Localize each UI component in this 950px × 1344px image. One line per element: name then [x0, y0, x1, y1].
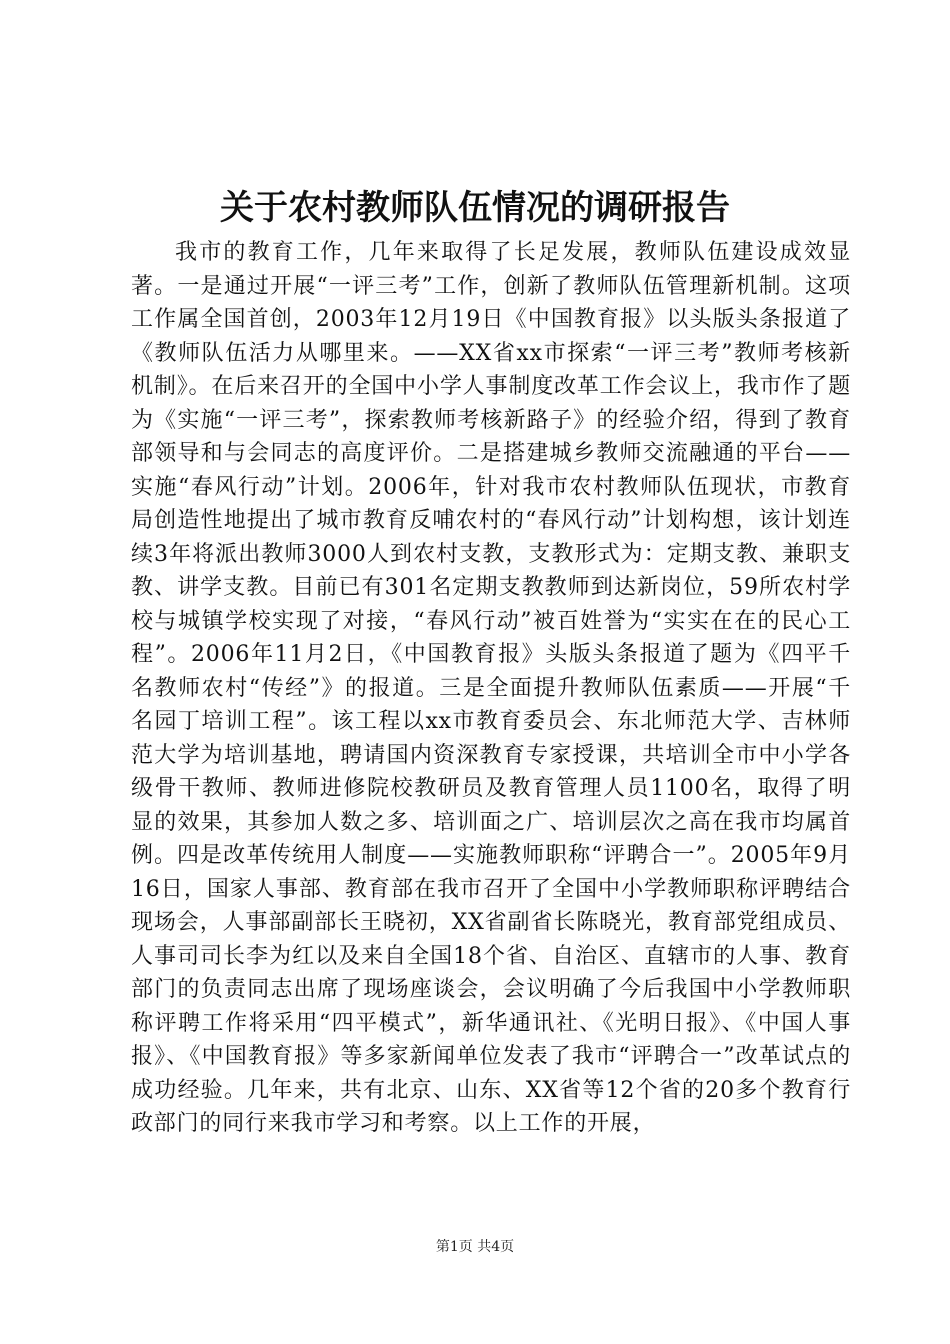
body-paragraph: 我市的教育工作，几年来取得了长足发展，教师队伍建设成效显著。一是通过开展“一评三考”工作，创新了教师队伍管理新机制。这项工作属全国首创，2003年12月19日《中国教育报》以头版头条报道了《教师队伍活力从哪里来。——XX省xx市探索“一评三考”教师考核新机制》。在后来召开的全国中小学人事制度改革工作会议上，我市作了题为《实施“一评三考”，探索教师考核新路子》的经验介绍，得到了教育部领导和与会同志的高度评价。二是搭建城乡教师交流融通的平台——实施“春风行动”计划。2006年，针对我市农村教师队伍现状，市教育局创造性地提出了城市教育反哺农村的“春风行动”计划构想，该计划连续3年将派出教师3000人到农村支教，支教形式为：定期支教、兼职支教、讲学支教。目前已有301名定期支教教师到达新岗位，59所农村学校与城镇学校实现了对接，“春风行动”被百姓誉为“实实在在的民心工程”。2006年11月2日，《中国教育报》头版头条报道了题为《四平千名教师农村“传经”》的报道。三是全面提升教师队伍素质——开展“千名园丁培训工程”。该工程以xx市教育委员会、东北师范大学、吉林师范大学为培训基地，聘请国内资深教育专家授课，共培训全市中小学各级骨干教师、教师进修院校教研员及教育管理人员1100名，取得了明显的效果，其参加人数之多、培训面之广、培训层次之高在我市均属首例。四是改革传统用人制度——实施教师职称“评聘合一”。2005年9月16日，国家人事部、教育部在我市召开了全国中小学教师职称评聘结合现场会，人事部副部长王晓初，XX省副省长陈晓光，教育部党组成员、人事司司长李为红以及来自全国18个省、自治区、直辖市的人事、教育部门的负责同志出席了现场座谈会，会议明确了今后我国中小学教师职称评聘工作将采用“四平模式”，新华通讯社、《光明日报》、《中国人事报》、《中国教育报》等多家新闻单位发表了我市“评聘合一”改革试点的成功经验。几年来，共有北京、山东、XX省等12个省的20多个教育行政部门的同行来我市学习和考察。以上工作的开展，: [131, 240, 851, 1136]
document-title: 关于农村教师队伍情况的调研报告: [220, 188, 730, 228]
page-indicator: 第1页 共4页: [435, 1239, 515, 1255]
